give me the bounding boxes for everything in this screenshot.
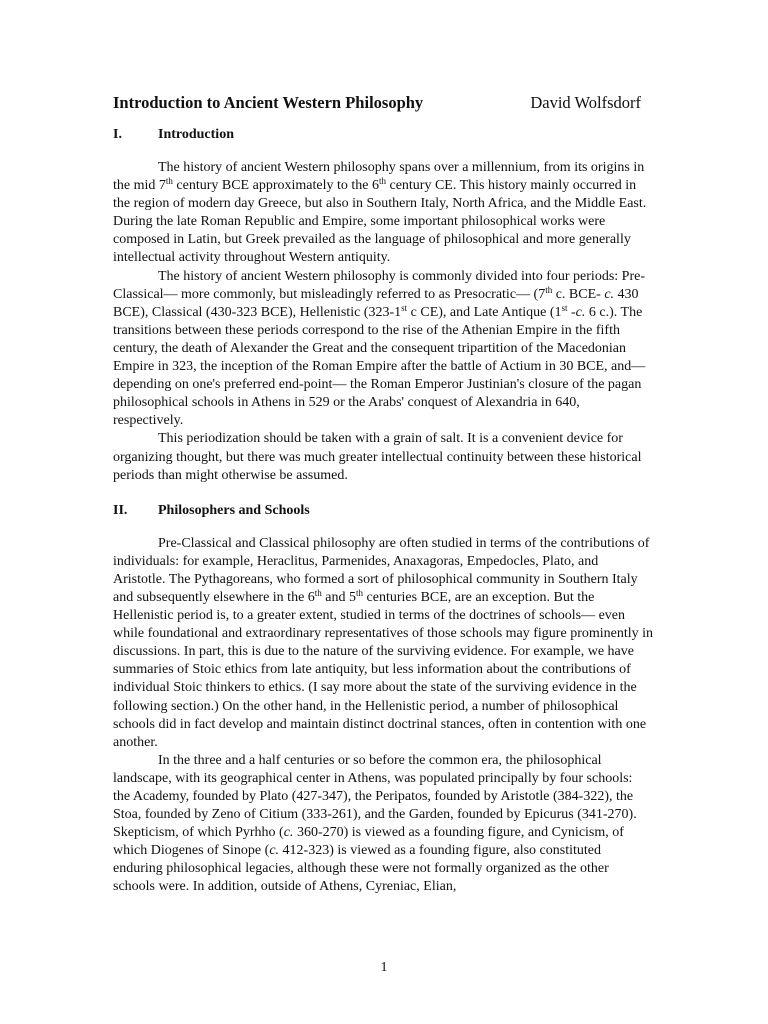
section-title: Introduction [158, 127, 234, 142]
paragraph: This periodization should be taken with a grain of salt. It is a convenient device for organizing thought, but there was much greater intellectual continuity between these historical periods than might otherwise be assumed. [113, 431, 642, 483]
section-title: Philosophers and Schools [158, 502, 310, 518]
section-number: I. [113, 127, 122, 142]
document-author: David Wolfsdorf [530, 93, 641, 112]
section-introduction [113, 127, 653, 485]
paragraph: In the three and a half centuries or so before the common era, the philosophical landscape, with its geographical center in Athens, was populated principally by four schools: the Academy, founded by Plato (427-347), the Peripatos, founded by Aristotle (384-322), the Stoa, founded by Zeno of Citium (333-261), and the Garden, founded by Epicurus (341-270). Skepticism, of which Pyrhho (c. 360-270) is viewed as a founding figure, and Cynicism, of which Diogenes of Sinope (c. 412-323) is viewed as a founding figure, also constituted enduring philosophical legacies, although these were not formally organized as the other schools were. In addition, outside of Athens, Cyreniac, Elian, [113, 752, 637, 895]
document-title: Introduction to Ancient Western Philosophy [113, 93, 424, 112]
section-number: II. [113, 502, 128, 518]
section-heading [113, 503, 653, 519]
document-header [113, 93, 653, 113]
paragraph: The history of ancient Western philosophy spans over a millennium, from its origins in the mid 7th century BCE approximately to the 6th century CE. This history mainly occurred in the region of modern day Greece, but also in Southern Italy, North Africa, and the Middle East. During the late Roman Republic and Empire, some important philosophical works were composed in Latin, but Greek prevailed as the language of philosophical and more generally intellectual activity throughout Western antiquity. [113, 160, 647, 266]
paragraph: Pre-Classical and Classical philosophy are often studied in terms of the contributions of individuals: for example, Heraclitus, Parmenides, Anaxagoras, Empedocles, Plato, and Aristotle. The Pythagoreans, who formed a sort of philosophical community in Southern Italy and subsequently elsewhere in the 6th and 5th centuries BCE, are an exception. But the Hellenistic period is, to a greater extent, studied in terms of the doctrines of schools— even while foundational and extraordinary representatives of those schools may figure prominently in discussions. In part, this is due to the nature of the surviving evidence. For example, we have summaries of Stoic ethics from late antiquity, but less information about the contributions of individual Stoic thinkers to ethics. (I say more about the state of the surviving evidence in the following section.) On the other hand, in the Hellenistic period, a number of philosophical schools did in fact develop and maintain distinct doctrinal stances, often in contention with one another. [113, 535, 654, 750]
paragraph: The history of ancient Western philosophy is commonly divided into four periods: Pre-Classical— more commonly, but misleadingly referred to as Presocratic— (7th c. BCE- c. 430 BCE), Classical (430-323 BCE), Hellenistic (323-1st c CE), and Late Antique (1st -c. 6 c.). The transitions between these periods correspond to the rise of the Athenian Empire in the fifth century, the death of Alexander the Great and the consequent tripartition of the Macedonian Empire in 323, the inception of the Roman Empire after the battle of Actium in 30 BCE, and— depending on one's preferred end-point— the Roman Emperor Justinian's closure of the pagan philosophical schools in Athens in 529 or the Arabs' conquest of Alexandria in 640, respectively. [113, 268, 646, 429]
document-page [113, 93, 653, 897]
section-heading [113, 127, 653, 143]
page-number: 1 [380, 960, 388, 975]
section-philosophers-and-schools [113, 503, 653, 897]
